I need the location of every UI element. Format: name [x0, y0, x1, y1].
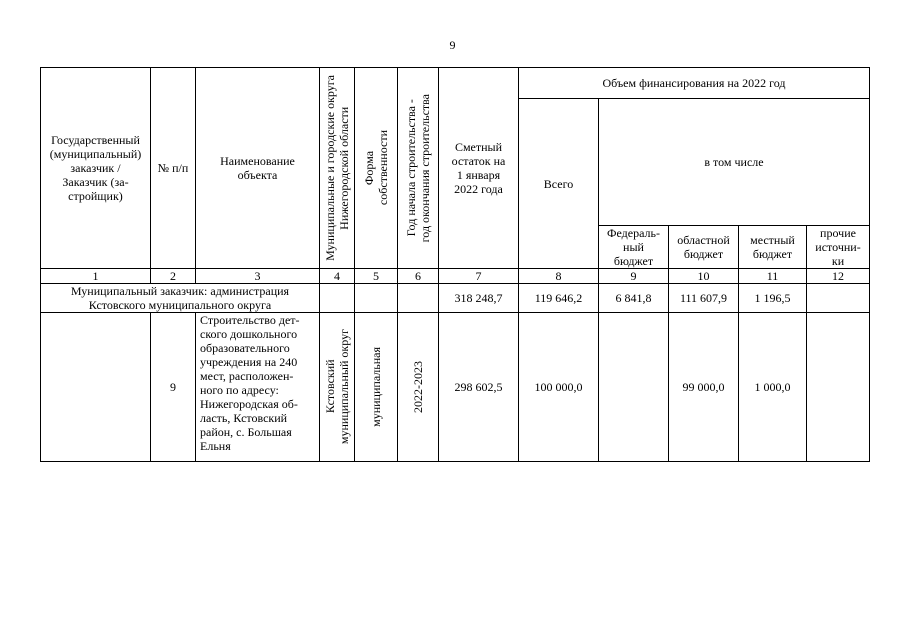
- header-local: местный бюджет: [739, 226, 807, 269]
- object-total: 100 000,0: [519, 313, 599, 462]
- object-ownership-text: муниципальная: [369, 347, 383, 427]
- column-number: 3: [196, 269, 320, 284]
- construction-financing-table: [40, 67, 870, 462]
- summary-total: 119 646,2: [519, 284, 599, 313]
- column-number: 6: [398, 269, 439, 284]
- column-number: 8: [519, 269, 599, 284]
- header-regional: областной бюджет: [669, 226, 739, 269]
- header-total: Всего: [519, 99, 599, 269]
- object-customer-empty: [41, 313, 151, 462]
- header-ownership: [355, 68, 398, 269]
- page-number: 9: [449, 38, 456, 52]
- column-number: 2: [151, 269, 196, 284]
- header-years-text: Год начала строительства - год окончания строительства: [404, 93, 432, 243]
- header-customer: Государственный (муниципальный) заказчик / Заказчик (за- стройщик): [41, 68, 151, 269]
- summary-regional: 111 607,9: [669, 284, 739, 313]
- column-number: 12: [807, 269, 870, 284]
- header-object-name: Наименование объекта: [196, 68, 320, 269]
- object-federal: [599, 313, 669, 462]
- column-number: 1: [41, 269, 151, 284]
- object-local: 1 000,0: [739, 313, 807, 462]
- header-ownership-text: Форма собственности: [362, 130, 390, 206]
- object-name: Строительство дет- ского дошкольного образовательного учреждения на 240 мест, расположен- ного по адресу: Нижегородская об- ласть, Кстовский район, с. Большая Ельня: [196, 313, 320, 462]
- column-number: 10: [669, 269, 739, 284]
- header-financing: Объем финансирования на 2022 год: [519, 68, 870, 99]
- object-regional: 99 000,0: [669, 313, 739, 462]
- summary-customer-label: Муниципальный заказчик: администрация Кстовского муниципального округа: [41, 284, 320, 313]
- object-ownership: [355, 313, 398, 462]
- summary-empty-cell: [320, 284, 355, 313]
- header-num: № п/п: [151, 68, 196, 269]
- summary-row: [41, 284, 870, 313]
- column-number: 5: [355, 269, 398, 284]
- column-number: 9: [599, 269, 669, 284]
- column-number: 4: [320, 269, 355, 284]
- object-municipality-text: Кстовский муниципальный округ: [323, 329, 351, 445]
- object-municipality: [320, 313, 355, 462]
- column-number: 11: [739, 269, 807, 284]
- summary-empty-cell: [355, 284, 398, 313]
- column-number: 7: [439, 269, 519, 284]
- header-federal: Федераль- ный бюджет: [599, 226, 669, 269]
- object-other: [807, 313, 870, 462]
- header-including: в том числе: [599, 99, 870, 226]
- summary-other: [807, 284, 870, 313]
- object-num: 9: [151, 313, 196, 462]
- header-municipality-text: Муниципальные и городские округа Нижегородской области: [323, 75, 351, 261]
- header-other: прочие источни- ки: [807, 226, 870, 269]
- summary-remaining: 318 248,7: [439, 284, 519, 313]
- object-row: [41, 313, 870, 462]
- column-number-row: [41, 269, 870, 284]
- object-remaining: 298 602,5: [439, 313, 519, 462]
- header-years: [398, 68, 439, 269]
- object-years-text: 2022-2023: [411, 361, 425, 413]
- object-years: [398, 313, 439, 462]
- summary-federal: 6 841,8: [599, 284, 669, 313]
- summary-empty-cell: [398, 284, 439, 313]
- header-municipality: [320, 68, 355, 269]
- header-row-1: [41, 68, 870, 99]
- header-remaining: Сметный остаток на 1 января 2022 года: [439, 68, 519, 269]
- summary-local: 1 196,5: [739, 284, 807, 313]
